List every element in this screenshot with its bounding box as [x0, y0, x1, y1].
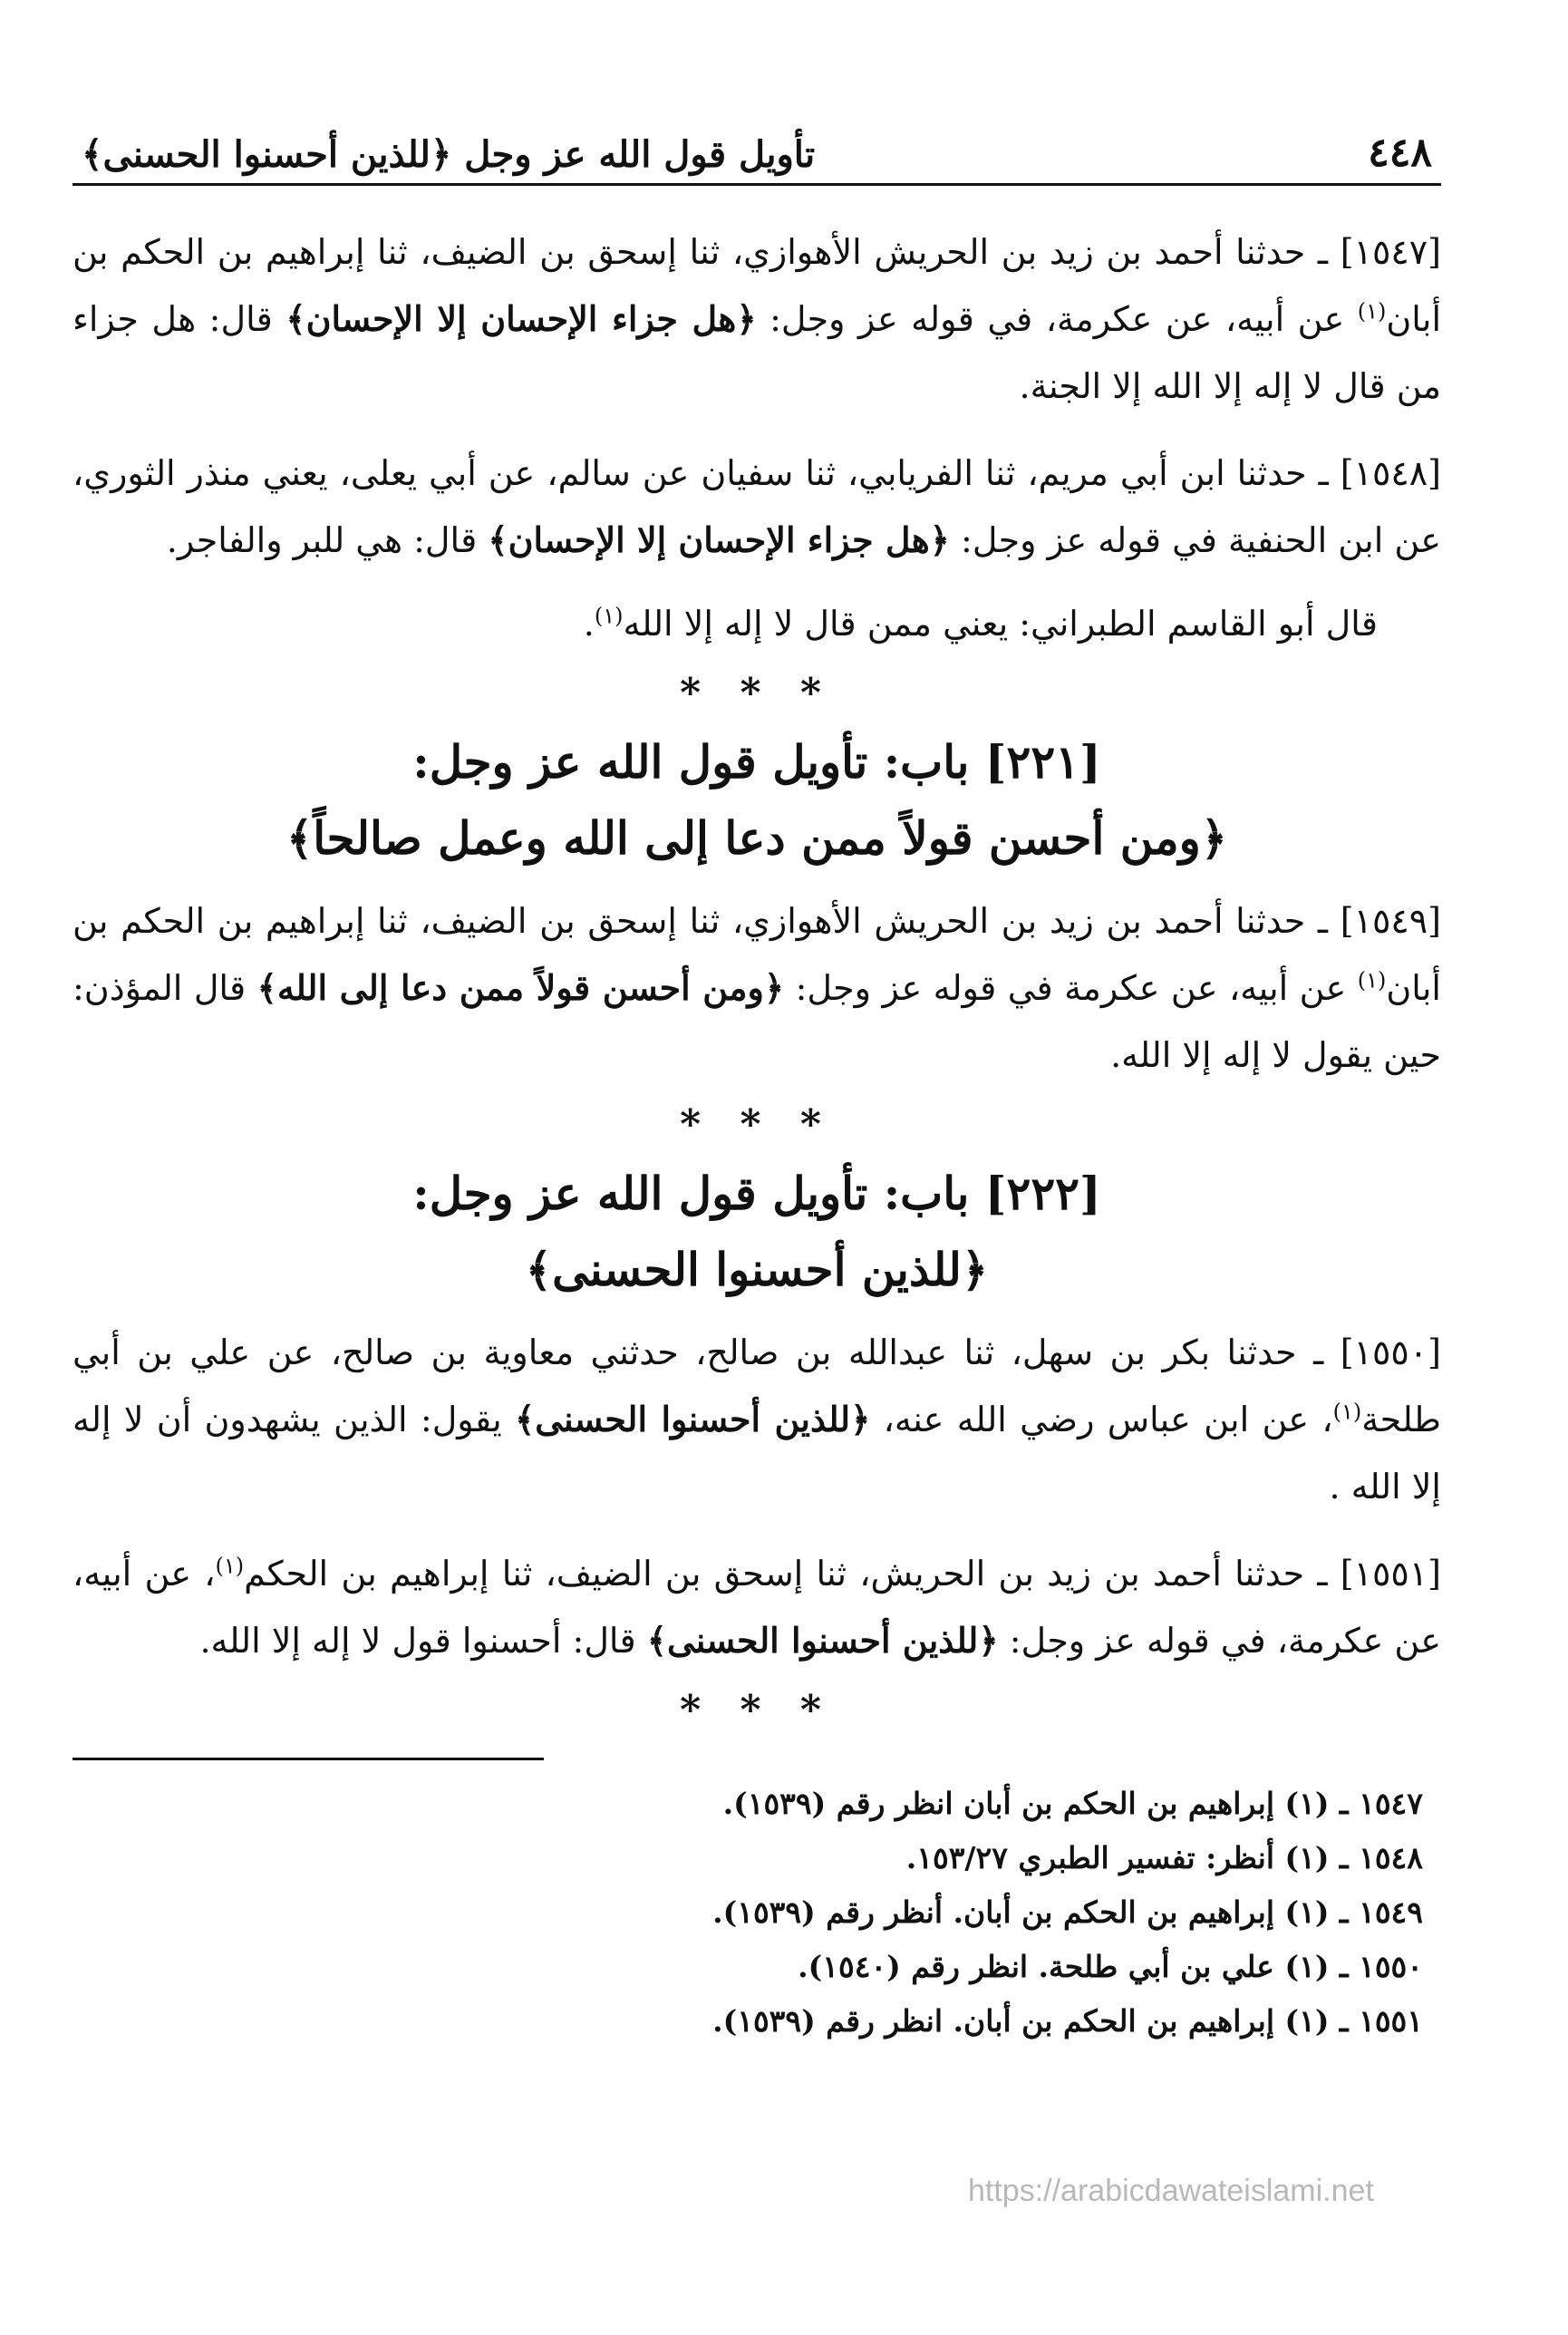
hadith-text: حدثنا ابن أبي مريم، ثنا الفريابي، ثنا سفيان عن سالم، عن أبي يعلى، يعني منذر الثوري، عن ابن الحنفية في قوله عز وجل:	[73, 453, 1441, 560]
hadith-text: يقول: الذين يشهدون أن لا إله إلا الله .	[73, 1400, 1441, 1507]
chapter-222	[73, 1156, 1441, 1308]
section-separator: * * *	[680, 1687, 834, 1733]
section-separator: * * *	[680, 670, 834, 716]
chapter-verse: ﴿ومن أحسن قولاً ممن دعا إلى الله وعمل صالحاً﴾	[286, 811, 1228, 865]
hadith-text: حدثنا بكر بن سهل، ثنا عبدالله بن صالح، حدثني معاوية بن صالح، عن علي بن أبي طلحة	[73, 1332, 1441, 1439]
hadith-number: [١٥٤٧] ـ	[1317, 232, 1441, 272]
footnote-1548: ١٥٤٨ ـ (١) أنظر: تفسير الطبري ١٥٣/٢٧.	[905, 1840, 1423, 1875]
quran-quote: ﴿ومن أحسن قولاً ممن دعا إلى الله﴾	[256, 967, 785, 1008]
hadith-1547	[73, 218, 1441, 420]
footnote-1547: ١٥٤٧ ـ (١) إبراهيم بن الحكم بن أبان انظر رقم (١٥٣٩).	[722, 1786, 1423, 1821]
hadith-number: [١٥٥١] ـ	[1317, 1554, 1441, 1594]
note-text: .	[583, 604, 595, 644]
hadith-text: عن أبيه، عن عكرمة في قوله عز وجل:	[784, 968, 1358, 1008]
footnote-ref: (١)	[1357, 298, 1387, 325]
quran-quote: ﴿هل جزاء الإحسان إلا الإحسان﴾	[286, 298, 757, 339]
hadith-1550	[73, 1319, 1441, 1520]
book-page	[73, 100, 1441, 2049]
chapter-verse: ﴿للذين أحسنوا الحسنى﴾	[525, 1243, 989, 1296]
footnote-divider	[73, 1758, 544, 1760]
quran-quote: ﴿للذين أحسنوا الحسنى﴾	[515, 1399, 871, 1439]
hadith-text: قال المؤذن: حين يقول لا إله إلا الله.	[73, 968, 1441, 1075]
hadith-text: حدثنا أحمد بن زيد بن الحريش الأهوازي، ثنا إسحق بن الضيف، ثنا إبراهيم بن الحكم بن أبان	[73, 901, 1441, 1008]
footnote-ref: (١)	[215, 1553, 245, 1579]
footnote-1550: ١٥٥٠ ـ (١) علي بن أبي طلحة. انظر رقم (١٥٤٠).	[798, 1949, 1423, 1984]
watermark-url: https://arabicdawateislami.net	[968, 2174, 1374, 2208]
hadith-text: قال: أحسنوا قول لا إله إلا الله.	[199, 1621, 647, 1661]
hadith-1549	[73, 887, 1441, 1089]
footnote-ref: (١)	[1357, 967, 1387, 993]
tabarani-note	[73, 590, 1441, 657]
footnotes	[73, 1777, 1441, 2049]
chapter-221	[73, 724, 1441, 877]
footnote-ref: (١)	[1332, 1399, 1362, 1425]
page-header	[73, 100, 1441, 186]
hadith-number: [١٥٤٩] ـ	[1317, 901, 1441, 941]
quran-quote: ﴿للذين أحسنوا الحسنى﴾	[646, 1620, 999, 1661]
hadith-text: قال: هل جزاء من قال لا إله إلا الله إلا الجنة.	[73, 299, 1441, 406]
section-separator: * * *	[680, 1101, 834, 1148]
hadith-number: [١٥٤٨] ـ	[1318, 453, 1441, 493]
footnote-1549: ١٥٤٩ ـ (١) إبراهيم بن الحكم بن أبان. أنظر رقم (١٥٣٩).	[712, 1894, 1423, 1930]
footnote-ref: (١)	[594, 603, 624, 629]
hadith-1548	[73, 440, 1441, 574]
hadith-1551	[73, 1540, 1441, 1674]
footnote-1551: ١٥٥١ ـ (١) إبراهيم بن الحكم بن أبان. انظر رقم (١٥٣٩).	[712, 2003, 1423, 2039]
hadith-text: ، عن ابن عباس رضي الله عنه،	[870, 1400, 1333, 1439]
hadith-text: حدثنا أحمد بن زيد بن الحريش، ثنا إسحق بن الضيف، ثنا إبراهيم بن الحكم	[244, 1554, 1318, 1594]
running-title: تأويل قول الله عز وجل ﴿للذين أحسنوا الحسنى﴾	[82, 133, 816, 176]
hadith-number: [١٥٥٠] ـ	[1313, 1332, 1441, 1372]
hadith-text: حدثنا أحمد بن زيد بن الحريش الأهوازي، ثنا إسحق بن الضيف، ثنا إبراهيم بن الحكم بن أبان	[73, 232, 1442, 339]
chapter-title: [٢٢٢] باب: تأويل قول الله عز وجل:	[412, 1167, 1101, 1220]
hadith-text: ، عن أبيه، عن عكرمة، في قوله عز وجل:	[73, 1554, 1441, 1661]
quran-quote: ﴿هل جزاء الإحسان إلا الإحسان﴾	[488, 519, 950, 560]
chapter-title: [٢٢١] باب: تأويل قول الله عز وجل:	[412, 735, 1101, 789]
hadith-text: عن أبيه، عن عكرمة، في قوله عز وجل:	[756, 299, 1358, 339]
page-number: ٤٤٨	[1368, 130, 1432, 176]
hadith-text: قال: هي للبر والفاجر.	[166, 520, 489, 560]
note-text: قال أبو القاسم الطبراني: يعني ممن قال لا إله إلا الله	[623, 604, 1378, 644]
